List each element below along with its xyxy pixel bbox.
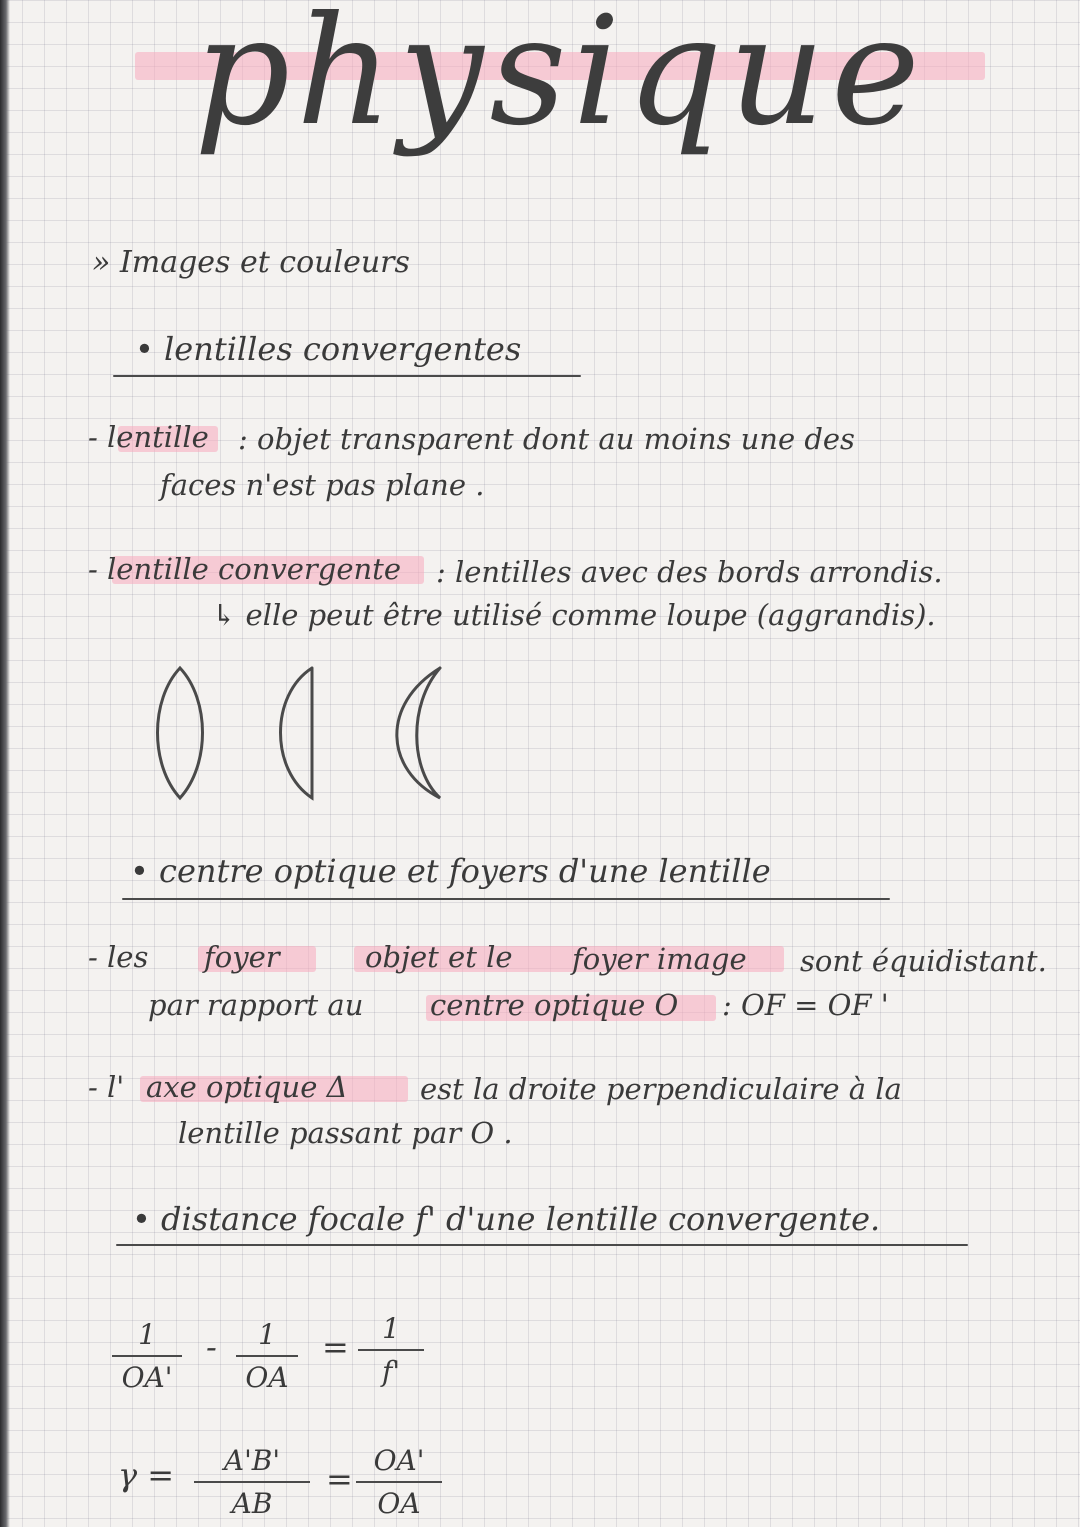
section-heading: » Images et couleurs [92,245,410,280]
fraction-AB-prime-over-AB: A'B' AB [194,1444,310,1520]
text: - l' [88,1070,125,1104]
text: : OF = OF ' [722,988,889,1022]
heading-underline [116,1244,968,1246]
definition-text: : lentilles avec des bords arrondis. [436,555,943,589]
text: est la droite perpendiculaire à la [420,1072,902,1106]
definition-text: faces n'est pas plane . [160,468,485,502]
text: - les [88,940,149,974]
term-axe-optique: axe optique Δ [146,1070,348,1104]
text: lentille passant par O . [178,1116,513,1150]
term-centre-optique: centre optique O [430,988,679,1022]
heading-underline [113,375,581,377]
page-title: physique [194,0,926,159]
heading-centre-optique: • centre optique et foyers d'une lentille [130,852,771,890]
text: objet et le [365,940,513,974]
term-foyer: foyer [204,940,280,974]
heading-underline [122,898,890,900]
meniscus-lens-icon [397,668,440,798]
fraction-1-over-f-prime: 1 f' [358,1312,424,1388]
definition-term-lentille: - lentille [88,420,209,454]
definition-term-lentille-convergente: - lentille convergente [88,552,401,586]
text: sont équidistant. [800,944,1047,978]
notebook-edge [0,0,10,1527]
fraction-1-over-OA: 1 OA [236,1318,298,1394]
lens-drawings [140,660,470,810]
definition-note: ↳ elle peut être utilisé comme loupe (aggrandis). [212,598,936,632]
heading-distance-focale: • distance focale f' d'une lentille convergente. [132,1200,881,1238]
fraction-OA-prime-over-OA: OA' OA [356,1444,442,1520]
equals-sign: = [322,1328,349,1366]
minus-sign: - [206,1328,217,1366]
plano-convex-lens-icon [281,668,313,798]
fraction-1-over-OA-prime: 1 OA' [112,1318,182,1394]
equals-sign: = [326,1460,353,1498]
heading-lentilles-convergentes: • lentilles convergentes [135,330,522,368]
text: par rapport au [148,988,364,1022]
term-foyer-image: foyer image [572,942,747,976]
biconvex-lens-icon [158,668,203,798]
gamma-symbol: γ = [118,1456,175,1494]
definition-text: : objet transparent dont au moins une des [238,422,855,456]
